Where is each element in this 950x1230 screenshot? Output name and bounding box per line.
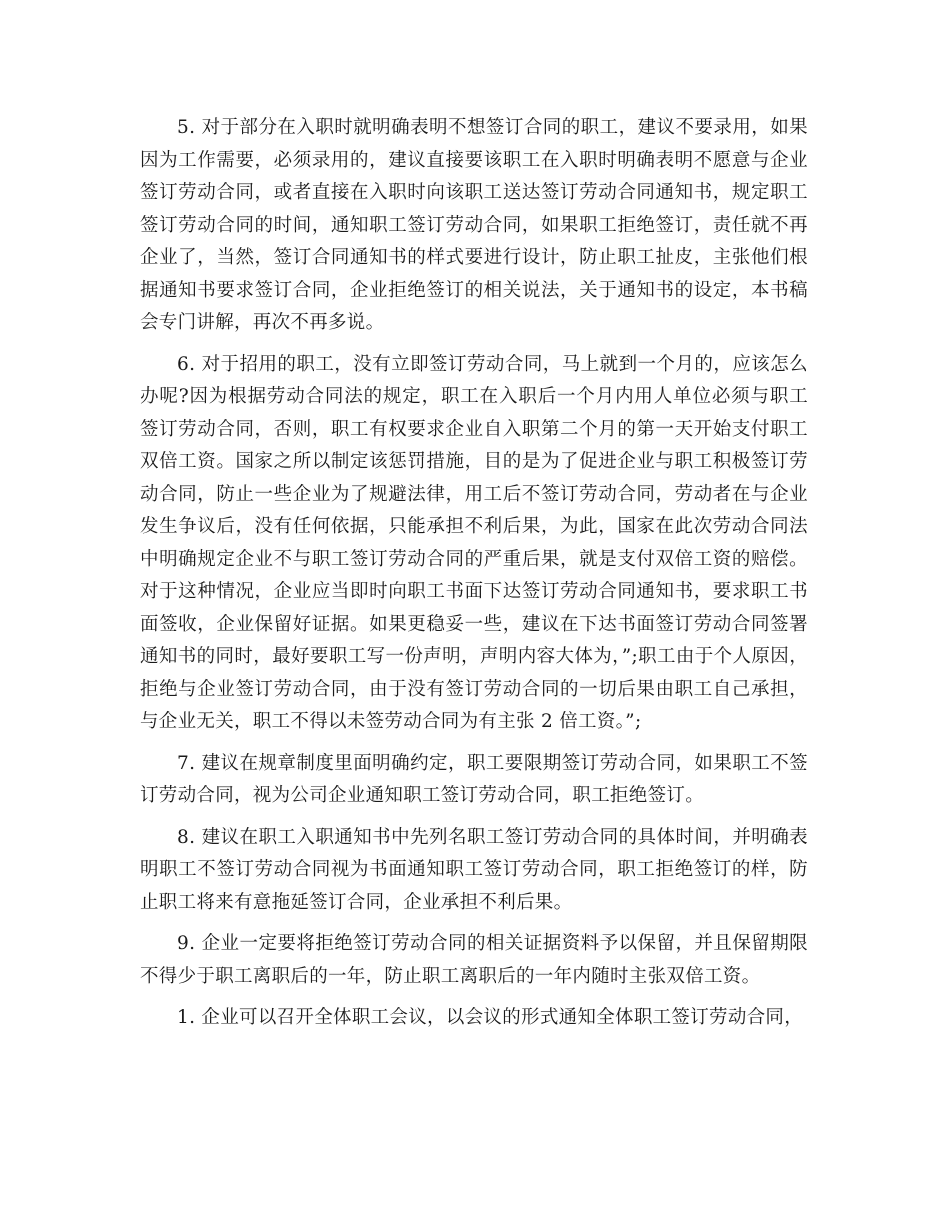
paragraph-item-5: 5. 对于部分在入职时就明确表明不想签订合同的职工，建议不要录用，如果因为工作需要，必须录用的，建议直接要该职工在入职时明确表明不愿意与企业签订劳动合同，或者直接在入职时向该职工送达签订劳动合同通知书，规定职工签订劳动合同的时间，通知职工签订劳动合同，如果职工拒绝签订，责任就不再企业了，当然，签订合同通知书的样式要进行设计，防止职工扯皮，主张他们根据通知书要求签订合同，企业拒绝签订的相关说法，关于通知书的设定，本书稿会专门讲解，再次不再多说。 (140, 117, 808, 333)
paragraph-item-6: 6. 对于招用的职工，没有立即签订劳动合同，马上就到一个月的，应该怎么办呢?因为根据劳动合同法的规定，职工在入职后一个月内用人单位必须与职工签订劳动合同，否则，职工有权要求企业自入职第二个月的第一天开始支付职工双倍工资。国家之所以制定该惩罚措施，目的是为了促进企业与职工积极签订劳动合同，防止一些企业为了规避法律，用工后不签订劳动合同，劳动者在与企业发生争议后，没有任何依据，只能承担不利后果，为此，国家在此次劳动合同法中明确规定企业不与职工签订劳动合同的严重后果，就是支付双倍工资的赔偿。对于这种情况，企业应当即时向职工书面下达签订劳动合同通知书，要求职工书面签收，企业保留好证据。如果更稳妥一些，建议在下达书面签订劳动合同签署通知书的同时，最好要职工写一份声明，声明内容大体为，”;职工由于个人原因，拒绝与企业签订劳动合同，由于没有签订劳动合同的一切后果由职工自己承担，与企业无关，职工不得以未签劳动合同为有主张 2 倍工资。”; (140, 353, 808, 732)
paragraph-item-8: 8. 建议在职工入职通知书中先列名职工签订劳动合同的具体时间，并明确表明职工不签订劳动合同视为书面通知职工签订劳动合同，职工拒绝签订的样，防止职工将来有意拖延签订合同，企业承担不利后果。 (140, 826, 808, 913)
document-body (140, 112, 808, 1044)
paragraph-item-1: 1. 企业可以召开全体职工会议，以会议的形式通知全体职工签订劳动合同， (177, 1007, 804, 1028)
paragraph-item-7: 7. 建议在规章制度里面明确约定，职工要限期签订劳动合同，如果职工不签订劳动合同，视为公司企业通知职工签订劳动合同，职工拒绝签订。 (140, 752, 808, 806)
paragraph-item-9: 9. 企业一定要将拒绝签订劳动合同的相关证据资料予以保留，并且保留期限不得少于职工离职后的一年，防止职工离职后的一年内随时主张双倍工资。 (140, 933, 808, 987)
